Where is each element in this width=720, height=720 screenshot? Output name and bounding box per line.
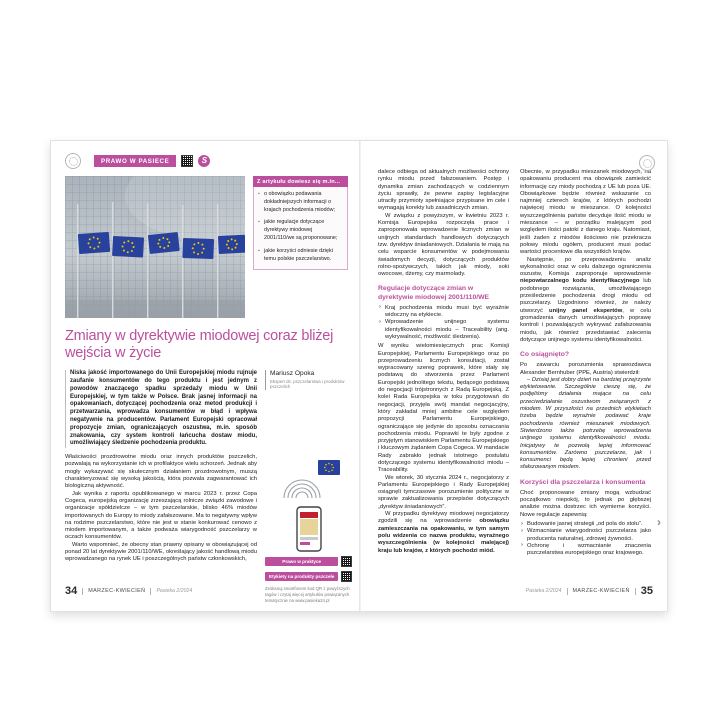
social-badge-icon: S	[198, 155, 210, 167]
benefit-bullet: › Wzmacnianie wiarygodności pszczelarza jako producenta naturalnej, zdrowej żywności.	[520, 528, 651, 543]
benefit-bullet: › Ochronę i wzmacnianie znaczenia pszczelarstwa europejskiego oraz krajowego.	[520, 543, 651, 558]
article-summary-box	[253, 176, 348, 318]
summary-item: ▪ o obowiązku podawania dokładniejszych informacji o krajach pochodzenia miodów;	[258, 191, 343, 214]
qr-code-icon[interactable]	[341, 556, 352, 567]
quote-paragraph: – Dzisiaj jest dobry dzień na bardziej przejrzyste etykietowanie. Szczególnie cieszę się, że podjęliśmy działania mające na celu przeciwdziałanie oszustwom związanych z miodem. W przyszłości na przednich etykietach trzeba będzie wyraźnie podawać kraje pochodzenia również mieszanek miodowych. Stwierdzono także potrzebę wprowadzenia unijnego systemu identyfikowalności miodu. Inicjatywy te pozwolą lepiej informować konsumentów. Zarówno pszczelarze, jak i konsumenci będą lepiej chronieni przed sfałszowanym miodem.	[520, 376, 651, 471]
article-headline: Zmiany w dyrektywie miodowej coraz bliżej wejścia w życie	[65, 328, 334, 362]
continued-arrow-icon: ›	[657, 515, 661, 529]
page-sidebar	[265, 454, 352, 603]
body-paragraph: W związku z powyższym, w kwietniu 2023 r. Komisja Europejska rozpoczęła prace i zaproponowała wprowadzenie licznych zmian w unijnych standardach handlowych dotyczących tzw. dyrektyw śniadaniowych. Działania te mają na celu wsparcie konsumentów w podejmowaniu świadomych decyzji, dotyczących produktów rolno-spożywczych, takich jak miody, soki owocowe, dżemy, czy marmolady.	[378, 212, 509, 278]
eu-flags-photo	[65, 176, 245, 318]
magazine-spread	[50, 140, 668, 612]
subheading-co-osiagnieto: Co osiągnięto?	[520, 351, 570, 359]
body-paragraph: dalece odbiega od aktualnych możliwości ochrony rynku miodu przed fałszowaniem. Postęp i dynamika zmian zachodzących w codziennym życiu sprawiły, że pewne zapisy legislacyjne utraciły przymioty spełniające przypisane im cele i wymagają korekty lub zasadniczych zmian.	[378, 169, 509, 212]
text-column-1	[378, 169, 509, 560]
body-paragraph: Następnie, po przeprowadzeniu analiz wykonalności oraz w celu dalszego ograniczenia oszustw, Komisja zaproponuje wprowadzenie niepowtarzalnego kodu identyfikacyjnego lub podobnego rozwiązania, umożliwiającego prześledzenie pochodzenia drogi miodu od pszczelarzy. Uzgodniono również, że należy utworzyć unijny panel ekspertów, w celu gromadzenia danych umożliwiających poprawę kontroli i pozwalających wykrywać zafałszowania miodu, jak również przedstawiać zalecenia dotyczące unijnego systemu identyfikowalności.	[520, 256, 651, 343]
body-paragraph: Jak wynika z raportu opublikowanego w marcu 2023 r. przez Copa Cogeca, europejską organizację zrzeszającą rolnicze związki zawodowe i organizacje spółdzielcze – w tym pszczelarskie, blisko 46% miodów importowanych do Europy to miody zafałszowane. Ma to negatywny wpływ na rodzime pszczelarstwo, które nie jest w stanie konkurować cenowo z miodem importowanym, a także podważa wiarygodność pszczelarzy w oczach konsumentów.	[65, 490, 257, 541]
author-name: Mariusz Opoka	[270, 370, 315, 378]
article-lead: Niska jakość importowanego do Unii Europejskiej miodu rujnuje zaufanie konsumentów do tego produktu i jest jednym z powodów znaczącego spadku sprzedaży miodu w Unii Europejskiej, w tym także w Polsce. Brak jasnej informacji na opakowaniach, dotyczącej pochodzenia oraz metod produkcji i przetwarzania, wprowadza konsumentów w błąd i wpływa negatywnie na producentów. Parlament Europejski opracował propozycje zmian, ograniczających oszustwa, m.in. sposób znakowania, czy system kontroli łańcucha dostaw miodu, umożliwiający śledzenie pochodzenia produktu.	[65, 370, 257, 448]
footer-period: MARZEC-KWIECIEŃ	[572, 588, 630, 594]
subheading-korzysci: Korzyści dla pszczelarza i konsumenta	[520, 478, 646, 486]
tag-button-etykiety[interactable]: Etykiety na produkty pszczele	[265, 572, 338, 581]
subheading-regulacje: Regulacje dotyczące zmian w dyrektywie miodowej 2001/110/WE	[378, 285, 490, 301]
body-paragraph: Obecnie, w przypadku mieszanek miodowych, na opakowaniu producent ma obowiązek zamieścić informację czy miody pochodzą z UE lub poza UE. Obowiązkowe będzie również wskazanie co najmniej czterech krajów, z których pochodzi najwięcej miodu w mieszance. O kolejności wyszczególnienia państw decyduje ilość miodu w mieszance – w porządku malejącym pod względem ilości patoki z danego kraju. Natomiast, jeśli żaden z miodów ilościowo nie przekracza połowy miodu ogółem, producent musi podać wartości procentowe dla wszystkich krajów.	[520, 169, 651, 256]
text-column-2	[520, 169, 651, 560]
regulation-bullet: › Wprowadzenie unijnego systemu identyfikowalności miodu – Traceability (ang. wykrywalność, możliwość śledzenia).	[378, 319, 509, 341]
magazine-logo-icon	[639, 155, 655, 171]
tag-button-prawo-w-praktyce[interactable]: Prawo w praktyce	[265, 557, 338, 566]
footer-period: MARZEC-KWIECIEŃ	[88, 588, 146, 594]
section-header	[65, 153, 348, 169]
article-body-column	[65, 454, 257, 603]
tag-row	[265, 556, 352, 567]
eu-parliament-logo-icon	[276, 454, 342, 502]
benefit-bullet: › Budowanie jasnej strategii „od pola do stołu”.	[520, 521, 651, 528]
page-footer-right	[526, 585, 653, 597]
smartphone-icon	[296, 506, 322, 552]
page-right	[360, 141, 667, 611]
body-paragraph: W wyniku wielomiesięcznych prac Komisji Europejskiej, Parlamentu Europejskiego oraz po przeprowadzeniu licznych konsultacji, został wypracowany szereg poprawek, które stały się podstawą do stworzenia przez Parlament Europejski jednolitego tekstu, będącego podstawą do negocjacji trójstronnych z Radą Europejską. Z kolei Rada Europejska w toku przygotowań do negocjacji, przyjęła swój mandat negocjacyjny, który zakładał mniej ambitne cele względem propozycji Parlamentu Europejskiego, ograniczające się jedynie do sposobu oznaczania pochodzenia miodu. Poprawki te były zgodne z przyjętym stanowiskiem Parlamentu Europejskiego i kluczowym żądaniem Copa Cogeca. W mandacie Rady zabrakło jednak istotnego postulatu dotyczącego systemu identyfikowalności miodu – Traceability.	[378, 343, 509, 474]
qr-code-icon[interactable]	[181, 155, 193, 167]
section-label: PRAWO W PASIECE	[94, 155, 176, 167]
summary-item: ▪ jakie regulacje dotyczące dyrektywy miodowej 2001/110/we są proponowane;	[258, 219, 343, 242]
body-paragraph: We wtorek, 30 stycznia 2024 r., negocjatorzy z Parlamentu Europejskiego i Rady Europejskiej osiągnęli tymczasowe porozumienie polityczne w sprawie zaktualizowania przepisów dotyczących „dyrektyw śniadaniowych”.	[378, 474, 509, 510]
body-paragraph: Warto wspomnieć, że obecny stan prawny opisany w obowiązującej od ponad 20 lat dyrektywie 2001/110/WE, określający jakość handlową miodu wprowadzanego na rynek UE i poszczególnych państw członkowskich,	[65, 541, 257, 563]
qr-caption: Zeskanuj smartfonem kod QR z powyższych tagów i czytaj więcej artykułów powiązanych tematycznie na www.pasieka24.pl	[265, 586, 350, 603]
tag-row	[265, 571, 352, 582]
qr-code-icon[interactable]	[341, 571, 352, 582]
page-left	[51, 141, 360, 611]
page-footer-left	[65, 585, 192, 597]
body-paragraph: Choć proponowane zmiany mogą wzbudzać początkowo niepokój, to jednak po głębszej analizie można dostrzec ich wymierne korzyści. Nowe regulacje zapewnią:	[520, 489, 651, 518]
summary-box-title: Z artykułu dowiesz się m.in...	[253, 176, 348, 187]
page-number: 35	[640, 585, 653, 597]
regulation-bullet: › Kraj pochodzenia miodu musi być wyraźnie widoczny na etykiecie.	[378, 305, 509, 320]
magazine-logo-icon	[65, 153, 81, 169]
summary-item: ▪ jakie korzyści odniesie dzięki temu polskie pszczelarstwo.	[258, 248, 343, 264]
page-number: 34	[65, 585, 78, 597]
body-paragraph: Właściwości prozdrowotne miodu oraz innych produktów pszczelich, pozwalają na wykorzystanie ich w profilaktyce wielu schorzeń. Jednak aby mogły wykazywać się skutecznym działaniem prozdrowotnym, muszą charakteryzować się wysoką jakością, która pozwala zagwarantować ich biologiczną aktywność.	[65, 454, 257, 490]
author-block	[265, 370, 348, 390]
body-paragraph: W przypadku dyrektywy miodowej negocjatorzy zgodzili się na wprowadzenie obowiązku zamieszczania na opakowaniu, w tym samym polu widzenia co nazwa produktu, wyraźnego wyszczególnienia (w kolejności malejącej) kraju lub krajów, z których pochodzi miód.	[378, 511, 509, 554]
author-role: Ekspert ds. pszczelarstwa i produktów pszczelich	[270, 378, 345, 390]
body-paragraph: Po zawarciu porozumienia sprawozdawca Alexander Bernhuber (PPE, Austria) stwierdził:	[520, 362, 651, 376]
footer-issue: Pasieka 2/2024	[156, 588, 193, 594]
footer-issue: Pasieka 2/2024	[525, 588, 562, 594]
